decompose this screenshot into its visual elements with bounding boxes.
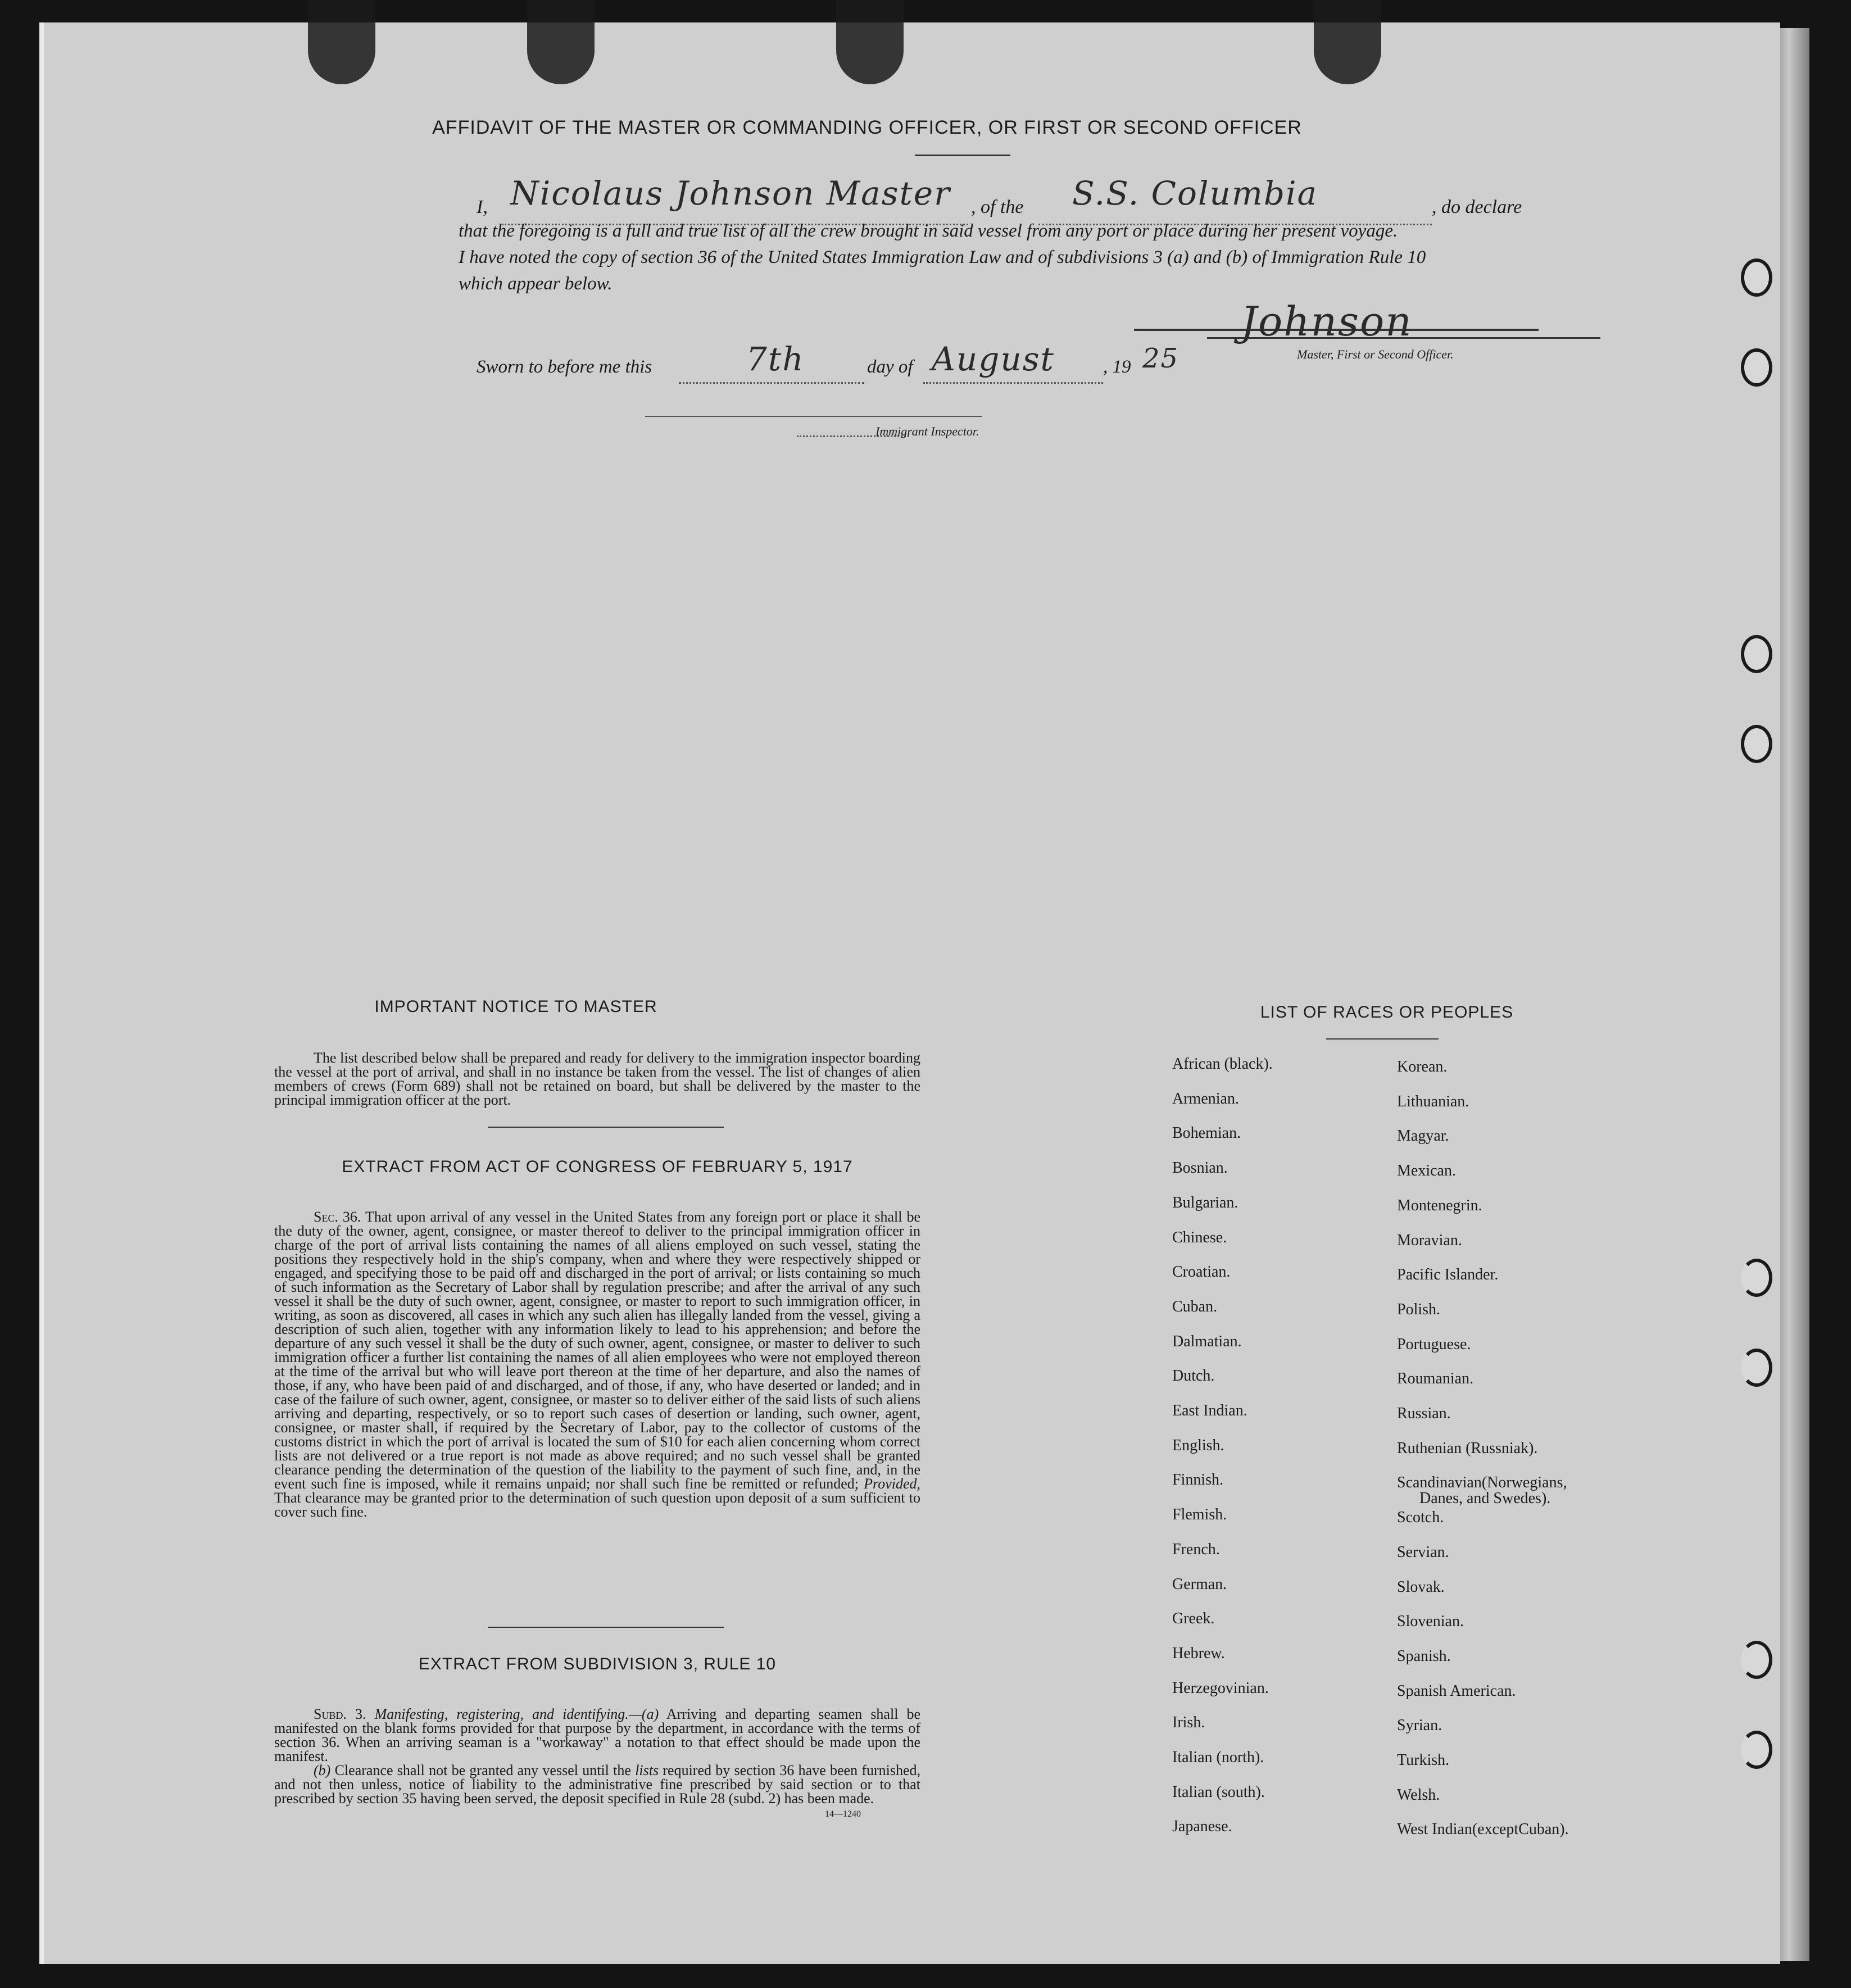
punch-hole [1741,725,1772,763]
form-number: 14—1240 [825,1809,861,1819]
race-item: Pacific Islander. [1397,1266,1499,1284]
race-item: English. [1172,1436,1224,1454]
race-item: Japanese. [1172,1818,1232,1836]
race-item: Welsh. [1397,1786,1440,1804]
punch-hole [1741,1259,1772,1297]
race-item: Moravian. [1397,1231,1462,1249]
race-item: Armenian. [1172,1090,1239,1108]
rule-paragraph-b [274,1763,920,1805]
notice-body: The list described below shall be prepared and ready for delivery to the immigration inspector boarding the vessel at the port of arrival, and shall in no instance be taken from the vessel. The list of changes of alien members of crews (Form 689) shall not be retained on board, but shall be delivered by the master to the principal immigration officer at the port. [274,1050,920,1108]
punch-hole [1741,348,1772,387]
notice-rule [488,1127,724,1128]
signature-caption: Master, First or Second Officer. [1297,347,1454,361]
signature-handwritten: Johnson [1241,298,1413,345]
punch-hole [1741,1731,1772,1769]
race-item: Irish. [1172,1714,1205,1732]
race-item: East Indian. [1172,1402,1247,1419]
rule-p1: Arriving and departing seamen shall be manifested on the blank forms provided for that purpose by the department, in accordance with the terms of section 36. When an arriving seaman is a "workaway" a notation to that effect should be made upon the manifest. [274,1706,921,1764]
do-declare-label: , do declare [1432,197,1522,217]
inspector-line [645,416,982,417]
race-item: Servian. [1397,1543,1449,1561]
race-item: Finnish. [1172,1471,1224,1489]
race-item: Lithuanian. [1397,1092,1469,1110]
binder-notch [527,0,595,84]
race-item: Spanish American. [1397,1682,1516,1700]
rule-b-label: (b) [314,1762,331,1778]
inspector-caption: Immigrant Inspector. [875,424,979,438]
master-name-handwritten: Nicolaus Johnson Master [510,174,951,212]
act-provided-label: Provided, [864,1476,920,1492]
punch-hole [1741,635,1772,673]
race-item: Scandinavian(Norwegians, [1397,1474,1567,1492]
punch-hole [1741,1349,1772,1387]
year-handwritten: 25 [1142,343,1179,374]
race-item: Herzegovinian. [1172,1679,1269,1697]
race-item: Scotch. [1397,1509,1444,1527]
race-item: Russian. [1397,1405,1451,1422]
rule-title: EXTRACT FROM SUBDIVISION 3, RULE 10 [418,1655,777,1673]
act-body [274,1210,920,1519]
affidavit-title: AFFIDAVIT OF THE MASTER OR COMMANDING OFFICER, OR FIRST OR SECOND OFFICER [432,117,1302,138]
race-item-continuation: Danes, and Swedes). [1419,1490,1551,1508]
day-of-label: day of [867,357,913,377]
title-rule [915,155,1010,156]
race-item: Magyar. [1397,1127,1449,1145]
act-body-end: That clearance may be granted prior to the determination of such question upon deposit of a sum sufficient to cover such fine. [274,1490,920,1520]
race-item: Portuguese. [1397,1335,1471,1353]
punch-hole [1741,1641,1772,1679]
rule-p2-lists: lists [635,1762,659,1778]
month-handwritten: August [932,340,1055,378]
of-the-label: , of the [971,197,1024,217]
race-item: Dutch. [1172,1367,1215,1385]
race-item: Italian (south). [1172,1783,1265,1801]
vessel-name-handwritten: S.S. Columbia [1072,174,1318,212]
affidavit-line-3: I have noted the copy of section 36 of the United States Immigration Law and of subdivisions 3 (a) and (b) of Immigration Rule 10 [459,247,1426,267]
act-section-label: Sec. 36. [314,1209,361,1225]
day-handwritten: 7th [746,340,805,378]
day-fill-line [679,382,864,384]
races-rule [1326,1038,1439,1040]
affidavit-line-4: which appear below. [459,274,613,294]
month-fill-line [923,382,1103,384]
rule-body [274,1707,920,1805]
rule-subd-label: Subd. 3. [314,1706,366,1722]
race-item: Turkish. [1397,1751,1450,1769]
punch-hole [1741,258,1772,297]
race-item: Roumanian. [1397,1370,1474,1388]
affidavit-line-2: that the foregoing is a full and true list of all the crew brought in said vessel from any port or place during her present voyage. [459,221,1398,241]
race-item: Montenegrin. [1397,1196,1482,1214]
race-item: Croatian. [1172,1263,1231,1281]
race-item: Bulgarian. [1172,1193,1238,1211]
race-item: Bohemian. [1172,1124,1241,1142]
race-item: Italian (north). [1172,1749,1264,1766]
page-edge-strip [1776,28,1809,1961]
race-item: Cuban. [1172,1297,1218,1315]
race-item: Polish. [1397,1300,1441,1318]
binder-notch [308,0,375,84]
binder-notch [836,0,904,84]
race-item: African (black). [1172,1055,1273,1073]
act-body-text: That upon arrival of any vessel in the United States from any foreign port or place it shall be the duty of the owner, agent, consignee, or master thereof to deliver to the principal immigration officer in charge of the port of arrival lists containing the names of all aliens employed on such vessel, stating the positions they respectively hold in the ship's company, when and where they were respectively shipped or engaged, and specifying those to be paid off and discharged in the port of arrival; or lists containing so much of such information as the Secretary of Labor shall by regulation prescribe; and after the arrival of any such vessel it shall be the duty of such owner, agent, consignee, or master to report to such immigration officer, in writing, as soon as discovered, all cases in which any such alien has illegally landed from the vessel, giving a description of such alien, together with any information likely to lead to his apprehension; and before the departure of any such vessel it shall be the duty of such owner, agent, consignee, or master to deliver to such immigration officer a further list containing the names of all alien employees who were not employed thereon at the time of the arrival but who will leave port thereon at the time of her departure, and also the names of those, if any, who have been paid of and discharged, and of those, if any, who have deserted or landed; and in case of the failure of such owner, agent, consignee, or master so to deliver either of the said lists of such aliens arriving and departing, respectively, or so to report such cases of desertion or landing, such owner, agent, consignee, or master shall, if required by the Secretary of Labor, pay to the collector of customs of the customs district in which the port of arrival is located the sum of $10 for each alien concerning whom correct lists are not delivered or a true report is not made as above required; and no such vessel shall be granted clearance pending the determination of the question of the liability to the payment of such fine, and, in the event such fine is imposed, while it remains unpaid; nor shall such fine be remitted or refunded; [274,1209,920,1492]
race-item: Dalmatian. [1172,1332,1242,1350]
race-item: Bosnian. [1172,1159,1228,1177]
rule-paragraph-a [274,1707,920,1763]
year-prefix: , 19 [1103,357,1131,377]
race-item: Flemish. [1172,1506,1227,1524]
binder-notch [1314,0,1381,84]
race-item: French. [1172,1540,1220,1558]
race-item: Korean. [1397,1058,1448,1075]
race-item: Slovenian. [1397,1613,1464,1631]
race-item: Spanish. [1397,1647,1451,1665]
race-item: German. [1172,1575,1227,1593]
document-sheet [39,22,1780,1964]
race-item: Mexican. [1397,1162,1456,1180]
race-item: West Indian(exceptCuban). [1397,1821,1569,1839]
i-label: I, [477,197,488,217]
race-item: Hebrew. [1172,1644,1225,1662]
race-item: Greek. [1172,1610,1215,1628]
rule-p2a: Clearance shall not be granted any vessel until the [334,1762,631,1778]
race-item: Slovak. [1397,1578,1445,1596]
notice-title: IMPORTANT NOTICE TO MASTER [374,997,657,1016]
race-item: Syrian. [1397,1717,1442,1735]
act-title: EXTRACT FROM ACT OF CONGRESS OF FEBRUARY 5, 1917 [342,1158,853,1176]
rule-heading: Manifesting, registering, and identifying.—(a) [374,1706,659,1722]
race-item: Ruthenian (Russniak). [1397,1439,1538,1457]
sworn-label: Sworn to before me this [477,357,652,377]
rule-p2b: required by section 36 have been furnished, and not then unless, notice of liability to the administrative fine prescribed by said section or to that prescribed by section 35 having been served, the deposit specified in Rule 28 (subd. 2) has been made. [274,1762,921,1807]
act-rule [488,1627,724,1628]
race-item: Chinese. [1172,1228,1227,1246]
races-title: LIST OF RACES OR PEOPLES [1260,1003,1514,1022]
